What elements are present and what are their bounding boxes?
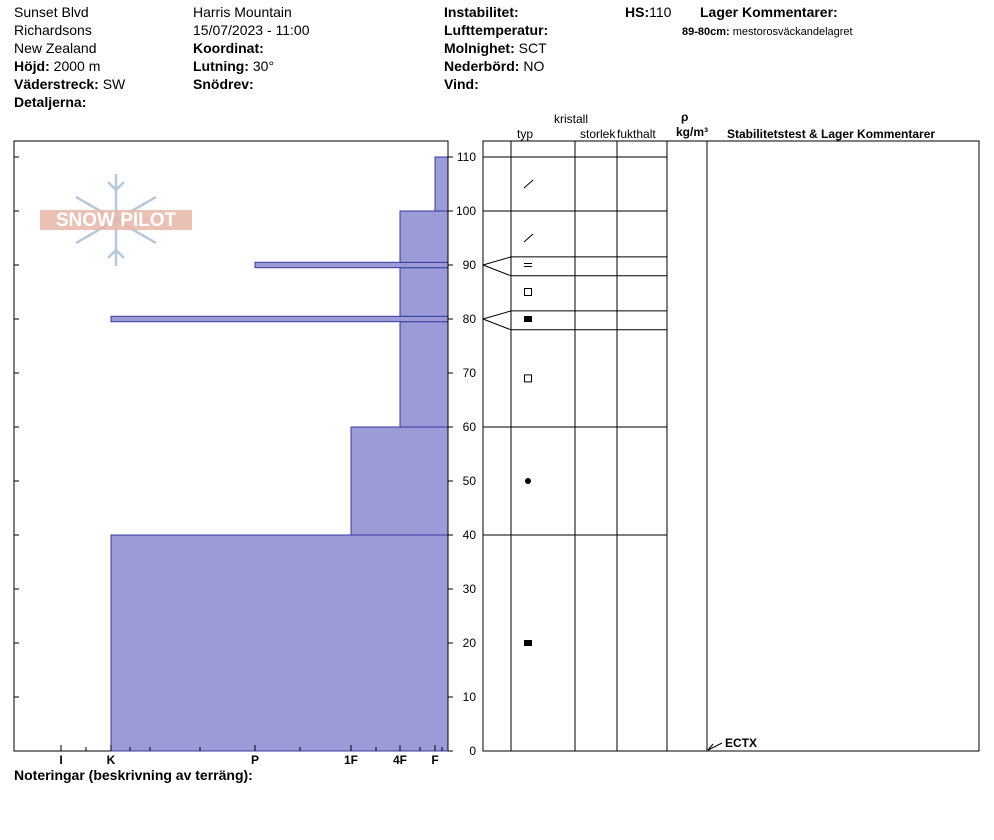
hardness-tick-label: 4F: [392, 753, 408, 767]
depth-tick-label: 60: [462, 420, 476, 434]
type-header: typ: [517, 127, 534, 141]
depth-tick-label: 80: [462, 312, 476, 326]
stability-result-label: ECTX: [725, 736, 758, 750]
logo-text: SNOW PILOT: [55, 210, 177, 231]
moisture-header: fukthalt: [617, 127, 656, 141]
size-header: storlek: [580, 127, 616, 141]
depth-tick-label: 100: [455, 204, 476, 218]
depth-tick-label: 40: [462, 528, 476, 542]
snowpilot-logo: [38, 172, 198, 272]
crystal-header: kristall: [554, 112, 589, 126]
stability-marker-line: [708, 743, 722, 750]
rho-header: ρ: [681, 110, 689, 124]
aspect-label: Väderstreck:: [14, 76, 99, 92]
grain-symbol: [524, 234, 533, 242]
layer-table-frame: [483, 141, 979, 751]
precip-value: NO: [523, 58, 545, 74]
depth-tick-label: 50: [462, 474, 476, 488]
hardness-tick-label: I: [59, 753, 63, 767]
notes-label: Noteringar (beskrivning av terräng):: [14, 767, 253, 783]
layer-comment-range: 89-80cm:: [682, 26, 730, 38]
area-name: Richardsons: [14, 22, 92, 38]
elevation-label: Höjd:: [14, 58, 50, 74]
stability-header: Stabilitetstest & Lager Kommentarer: [727, 127, 936, 141]
location-name: Sunset Blvd: [14, 4, 89, 20]
hardness-tick-label: 1F: [343, 753, 359, 767]
depth-tick-label: 30: [462, 582, 476, 596]
hardness-tick-label: F: [431, 753, 439, 767]
hardness-bar: [111, 535, 448, 751]
depth-tick-label: 110: [456, 150, 476, 164]
hardness-bar: [400, 322, 448, 427]
wind-label: Vind:: [444, 76, 479, 92]
density-unit-header: kg/m³: [676, 125, 709, 139]
hardness-tick-label: K: [106, 753, 116, 767]
layer-connector: [483, 311, 511, 319]
layer-connector: [483, 319, 511, 330]
hardness-bar: [111, 316, 448, 321]
grain-symbol: [525, 289, 532, 296]
depth-tick-label: 10: [462, 690, 476, 704]
snowflake-icon: [38, 172, 198, 272]
grain-symbol: [524, 640, 532, 646]
depth-tick-label: 20: [462, 636, 476, 650]
hardness-bar: [400, 268, 448, 317]
range-name: Harris Mountain: [193, 4, 292, 20]
airtemp-label: Lufttemperatur:: [444, 22, 549, 38]
hardness-bar: [255, 262, 448, 267]
grain-symbol: [525, 375, 532, 382]
drift-label: Snödrev:: [193, 76, 254, 92]
hs-value: 110: [649, 4, 672, 20]
hardness-bar: [400, 211, 448, 262]
grain-symbol: [524, 316, 532, 322]
coordinate-label: Koordinat:: [193, 40, 264, 56]
elevation-value: 2000 m: [53, 58, 101, 74]
sky-label: Molnighet:: [444, 40, 515, 56]
hs-label: HS:: [625, 4, 650, 20]
instability-label: Instabilitet:: [444, 4, 519, 20]
hardness-tick-label: P: [250, 753, 260, 767]
layer-comment-text: mestorosväckandelagret: [732, 26, 853, 38]
slope-value: 30°: [252, 58, 275, 74]
precip-label: Nederbörd:: [444, 58, 520, 74]
slope-label: Lutning:: [193, 58, 249, 74]
hardness-bar: [435, 157, 448, 211]
aspect-value: SW: [102, 76, 126, 92]
grain-symbol: [524, 180, 533, 188]
grain-symbol: [525, 478, 531, 484]
sky-value: SCT: [518, 40, 547, 56]
depth-tick-label: 0: [469, 744, 476, 758]
layer-comments-label: Lager Kommentarer:: [700, 4, 838, 20]
layer-connector: [483, 257, 511, 265]
depth-tick-label: 70: [462, 366, 476, 380]
layer-connector: [483, 265, 511, 276]
country-name: New Zealand: [14, 40, 97, 56]
observation-datetime: 15/07/2023 - 11:00: [193, 22, 310, 38]
details-label: Detaljerna:: [14, 94, 87, 110]
depth-tick-label: 90: [462, 258, 476, 272]
hardness-bar: [351, 427, 448, 535]
